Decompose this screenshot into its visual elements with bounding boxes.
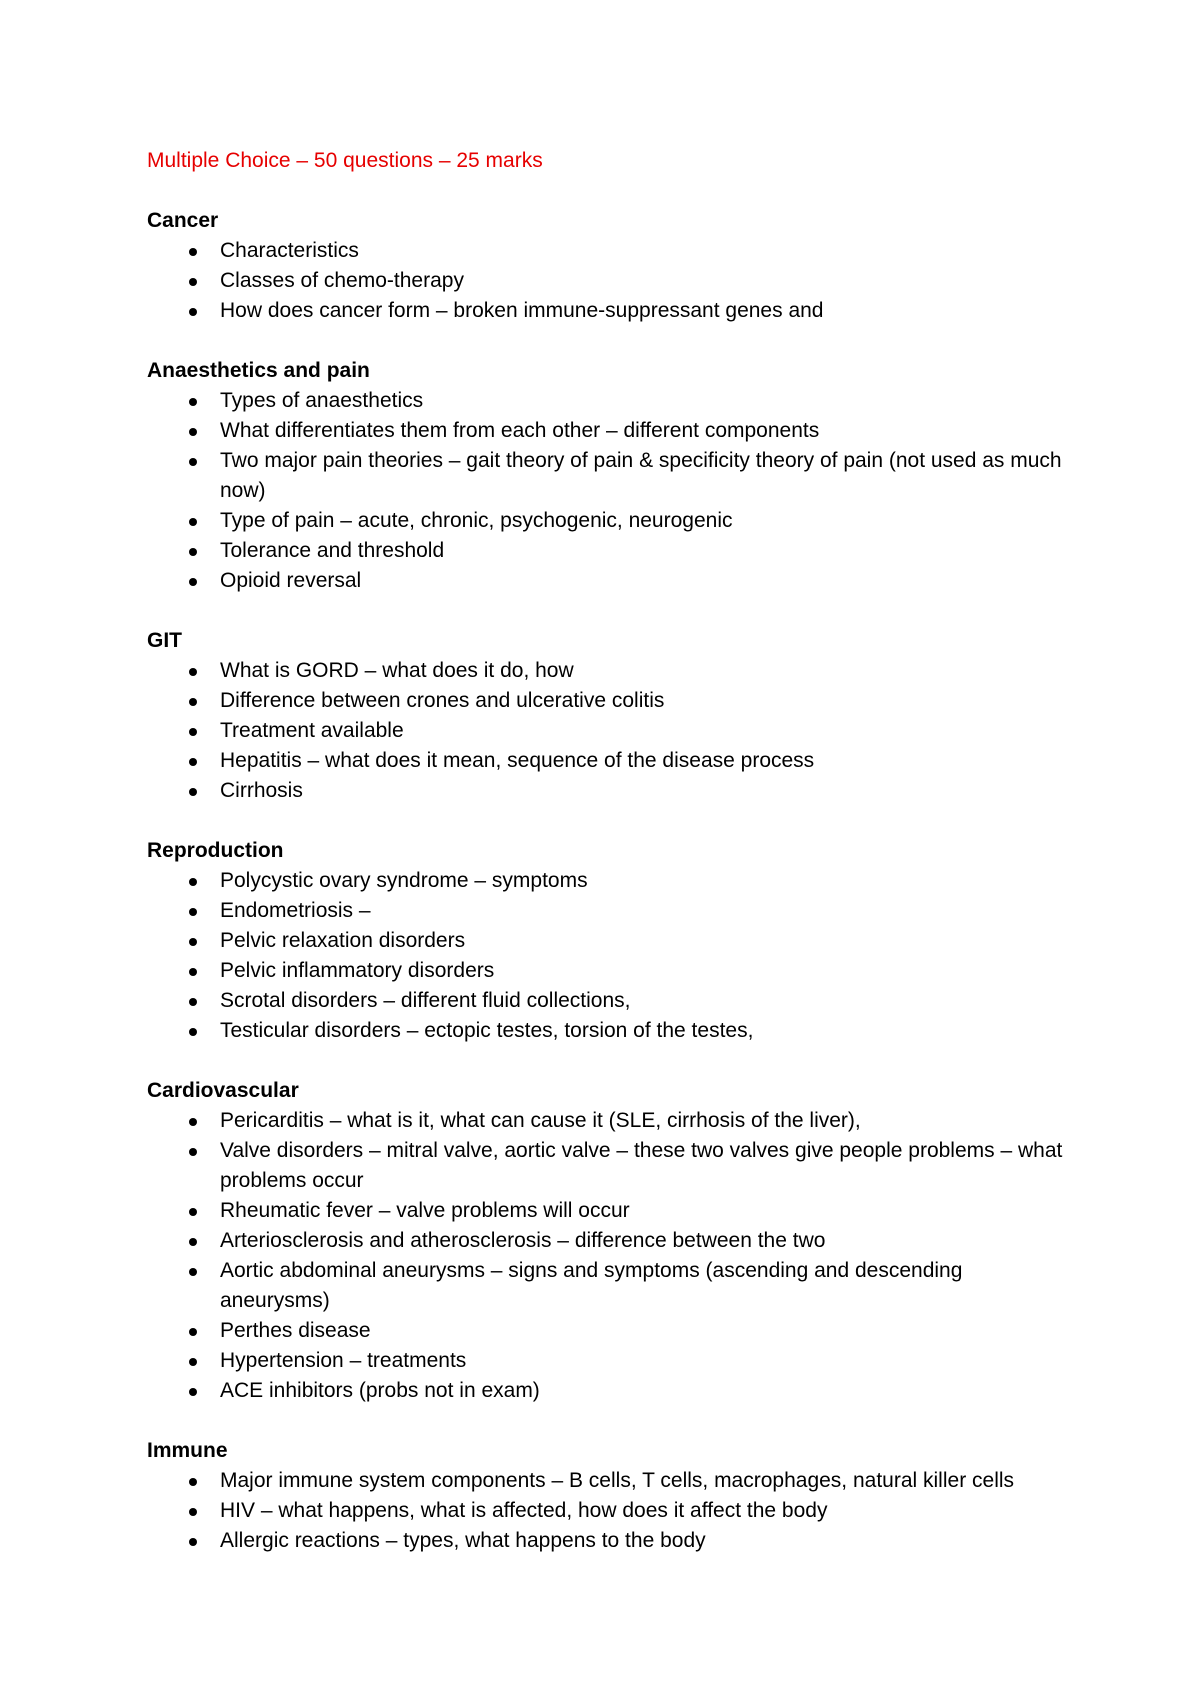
list-item-text: Polycystic ovary syndrome – symptoms (220, 869, 588, 892)
list-item-text: Perthes disease (220, 1319, 371, 1342)
list-item-text: Pelvic relaxation disorders (220, 929, 466, 952)
list-item (147, 986, 1077, 1016)
bullet-icon (189, 428, 197, 436)
list-item (147, 1136, 1077, 1196)
list-item-text: Major immune system components – B cells, T cells, macrophages, natural killer cells (220, 1469, 1015, 1492)
bullet-icon (189, 998, 197, 1006)
list-item (147, 386, 1077, 416)
list-item-text: Pelvic inflammatory disorders (220, 959, 495, 982)
list-item (147, 296, 1077, 326)
bullet-icon (189, 1268, 197, 1276)
list-item-text: Tolerance and threshold (220, 539, 445, 562)
list-item-text: Testicular disorders – ectopic testes, torsion of the testes, (220, 1019, 754, 1042)
bullet-icon (189, 968, 197, 976)
list-item-text: Opioid reversal (220, 569, 362, 592)
section-cardiovascular (147, 1076, 1077, 1406)
list-item (147, 866, 1077, 896)
section-anaesthetics-and-pain (147, 356, 1077, 596)
bullet-icon (189, 308, 197, 316)
document-title: Multiple Choice – 50 questions – 25 marks (147, 149, 543, 172)
section-heading: Anaesthetics and pain (147, 359, 370, 382)
bullet-icon (189, 548, 197, 556)
bullet-icon (189, 1208, 197, 1216)
list-item (147, 1316, 1077, 1346)
list-item (147, 416, 1077, 446)
section-heading: Reproduction (147, 839, 284, 862)
list-item-text: Rheumatic fever – valve problems will occur (220, 1199, 630, 1222)
bullet-list (147, 236, 1077, 326)
list-item-text: Arteriosclerosis and atherosclerosis – difference between the two (220, 1229, 826, 1252)
list-item (147, 236, 1077, 266)
bullet-icon (189, 278, 197, 286)
bullet-icon (189, 758, 197, 766)
bullet-icon (189, 248, 197, 256)
list-item-text: How does cancer form – broken immune-suppressant genes and (220, 299, 824, 322)
list-item-text: Type of pain – acute, chronic, psychogenic, neurogenic (220, 509, 733, 532)
list-item (147, 896, 1077, 926)
list-item-text: Types of anaesthetics (220, 389, 424, 412)
list-item-text: Classes of chemo-therapy (220, 269, 464, 292)
list-item (147, 566, 1077, 596)
list-item-text: Endometriosis – (220, 899, 371, 922)
bullet-list (147, 386, 1077, 596)
list-item-text: Treatment available (220, 719, 404, 742)
section-heading: GIT (147, 629, 182, 652)
list-item (147, 1346, 1077, 1376)
sections-container (147, 206, 1077, 1556)
list-item-text: Difference between crones and ulcerative colitis (220, 689, 665, 712)
list-item (147, 716, 1077, 746)
bullet-icon (189, 1478, 197, 1486)
bullet-icon (189, 1118, 197, 1126)
bullet-icon (189, 1388, 197, 1396)
list-item (147, 1466, 1077, 1496)
list-item-text: Hepatitis – what does it mean, sequence of the disease process (220, 749, 815, 772)
list-item (147, 926, 1077, 956)
list-item (147, 746, 1077, 776)
bullet-icon (189, 398, 197, 406)
section-reproduction (147, 836, 1077, 1046)
list-item (147, 1376, 1077, 1406)
list-item (147, 1256, 1077, 1316)
list-item (147, 656, 1077, 686)
list-item-text: What is GORD – what does it do, how (220, 659, 574, 682)
list-item (147, 1196, 1077, 1226)
bullet-icon (189, 878, 197, 886)
document-content (147, 146, 1077, 1586)
list-item (147, 1016, 1077, 1046)
list-item (147, 1526, 1077, 1556)
bullet-icon (189, 1028, 197, 1036)
bullet-icon (189, 458, 197, 466)
bullet-icon (189, 1328, 197, 1336)
bullet-icon (189, 578, 197, 586)
list-item-text: Allergic reactions – types, what happens to the body (220, 1529, 706, 1552)
list-item (147, 1496, 1077, 1526)
list-item-text: ACE inhibitors (probs not in exam) (220, 1379, 540, 1402)
list-item-text: Cirrhosis (220, 779, 303, 802)
list-item (147, 686, 1077, 716)
list-item-text: Characteristics (220, 239, 359, 262)
list-item (147, 506, 1077, 536)
bullet-icon (189, 728, 197, 736)
section-heading: Cardiovascular (147, 1079, 299, 1102)
list-item (147, 956, 1077, 986)
list-item (147, 1106, 1077, 1136)
list-item (147, 266, 1077, 296)
bullet-icon (189, 1538, 197, 1546)
list-item-text: What differentiates them from each other – different components (220, 419, 820, 442)
bullet-list (147, 1106, 1077, 1406)
bullet-icon (189, 1508, 197, 1516)
list-item-text: HIV – what happens, what is affected, how does it affect the body (220, 1499, 828, 1522)
bullet-icon (189, 1358, 197, 1366)
bullet-icon (189, 668, 197, 676)
list-item-text: Aortic abdominal aneurysms – signs and symptoms (ascending and descending aneurysms) (220, 1259, 963, 1312)
bullet-icon (189, 908, 197, 916)
list-item (147, 776, 1077, 806)
section-cancer (147, 206, 1077, 326)
list-item-text: Pericarditis – what is it, what can cause it (SLE, cirrhosis of the liver), (220, 1109, 861, 1132)
bullet-icon (189, 698, 197, 706)
list-item (147, 1226, 1077, 1256)
bullet-icon (189, 788, 197, 796)
section-git (147, 626, 1077, 806)
list-item-text: Two major pain theories – gait theory of pain & specificity theory of pain (not used as much now) (220, 449, 1062, 502)
list-item-text: Hypertension – treatments (220, 1349, 467, 1372)
bullet-icon (189, 938, 197, 946)
bullet-icon (189, 1238, 197, 1246)
list-item-text: Scrotal disorders – different fluid collections, (220, 989, 631, 1012)
section-heading: Cancer (147, 209, 219, 232)
list-item (147, 446, 1077, 506)
bullet-list (147, 1466, 1077, 1556)
bullet-icon (189, 518, 197, 526)
bullet-icon (189, 1148, 197, 1156)
bullet-list (147, 866, 1077, 1046)
list-item (147, 536, 1077, 566)
list-item-text: Valve disorders – mitral valve, aortic valve – these two valves give people problems – what problems occur (220, 1139, 1063, 1192)
section-heading: Immune (147, 1439, 228, 1462)
bullet-list (147, 656, 1077, 806)
section-immune (147, 1436, 1077, 1556)
